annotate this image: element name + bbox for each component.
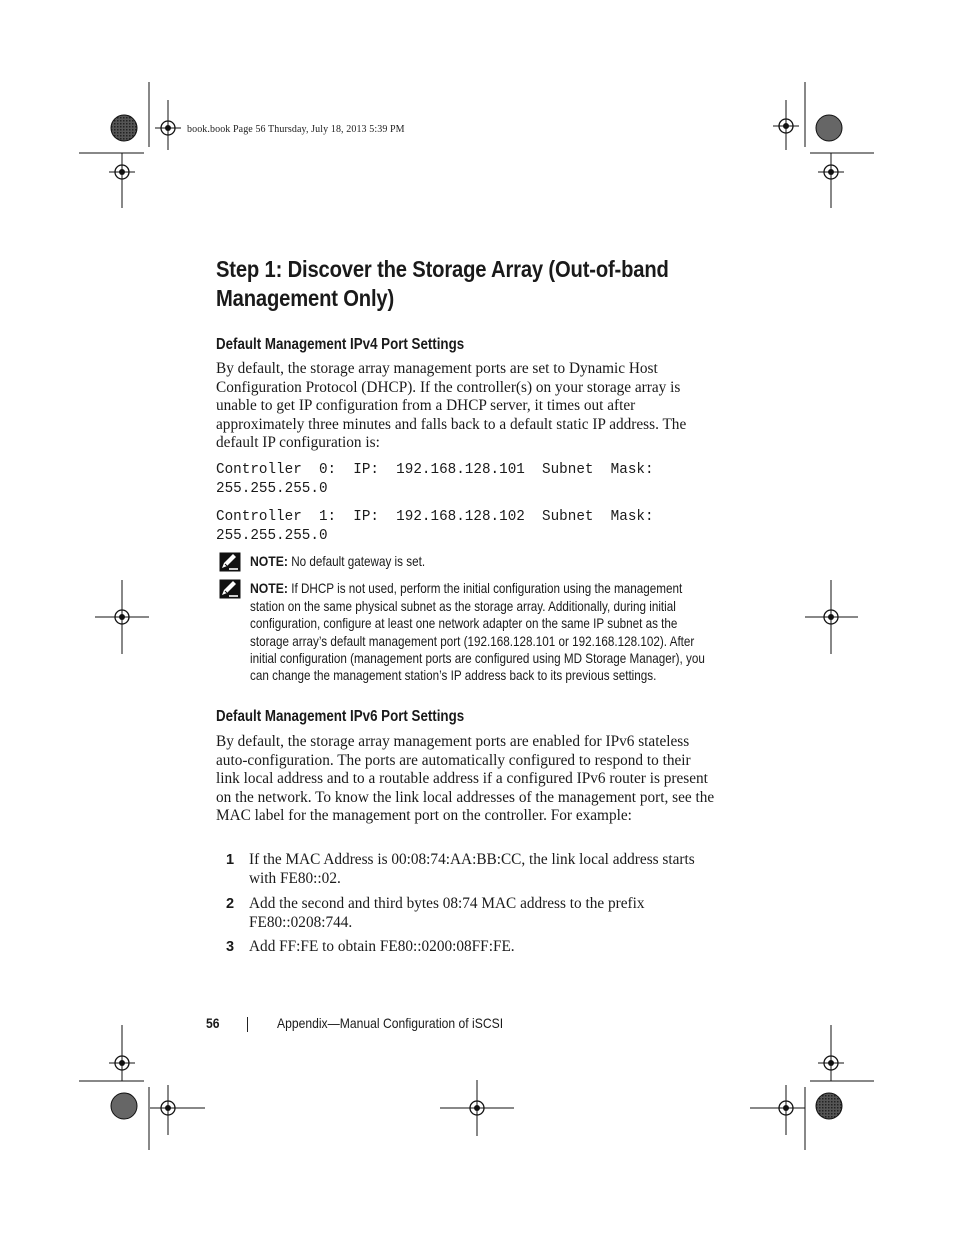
controller0-config-line2: 255.255.255.0	[216, 480, 328, 497]
page-number: 56	[206, 1016, 220, 1031]
controller1-config	[216, 508, 716, 545]
note-label: NOTE:	[250, 554, 288, 570]
starburst-mark-top-right	[816, 115, 842, 141]
controller1-config-line2: 255.255.255.0	[216, 527, 328, 544]
step-text: Add the second and third bytes 08:74 MAC address to the prefix FE80::0208:744.	[249, 895, 645, 931]
step-text: If the MAC Address is 00:08:74:AA:BB:CC, the link local address starts with FE80::02.	[249, 851, 695, 887]
controller0-config	[216, 461, 716, 498]
step-number: 1	[226, 852, 235, 868]
starburst-mark-bottom-left	[111, 1093, 137, 1119]
note-no-gateway	[250, 553, 719, 571]
page-title-line2: Management Only)	[216, 285, 395, 311]
note-pencil-icon	[219, 552, 241, 572]
note-pencil-icon	[219, 579, 241, 599]
ipv4-section-title: Default Management IPv4 Port Settings	[216, 336, 465, 353]
footer-chapter-title: Appendix—Manual Configuration of iSCSI	[277, 1016, 504, 1031]
note-label: NOTE:	[250, 581, 288, 597]
starburst-mark-top-left	[111, 115, 137, 141]
step-number: 3	[226, 939, 235, 955]
page-title	[216, 255, 698, 313]
step-text: Add FF:FE to obtain FE80::0200:08FF:FE.	[249, 938, 515, 955]
page-title-line1: Step 1: Discover the Storage Array (Out-of-band	[216, 256, 669, 282]
starburst-mark-bottom-right	[816, 1093, 842, 1119]
note-body: No default gateway is set.	[291, 554, 426, 569]
note-dhcp-not-used	[250, 580, 719, 684]
controller1-config-line1: Controller 1: IP: 192.168.128.102 Subnet Mask:	[216, 509, 654, 525]
ipv6-section-title: Default Management IPv6 Port Settings	[216, 708, 465, 725]
step-number: 2	[226, 896, 235, 912]
print-slug: book.book Page 56 Thursday, July 18, 2013 5:39 PM	[187, 124, 405, 135]
footer-divider	[247, 1017, 248, 1032]
note-body: If DHCP is not used, perform the initial configuration using the management station on the same physical subnet as the storage array. Additionally, during initial configuration, configure at least one network adapter on the same IP subnet as the storage array’s default management port (192.168.128.101 or 192.168.128.102). After initial configuration (management ports are configured using MD Storage Manager), you can change the management station’s IP address back to its previous settings.	[250, 581, 705, 684]
ipv4-intro-paragraph: By default, the storage array management ports are set to Dynamic Host Configuration Protocol (DHCP). If the controller(s) on your storage array is unable to get IP configuration from a DHCP server, it times out after approximately three minutes and falls back to a default static IP address. The default IP configuration is:	[216, 360, 687, 452]
ipv6-intro-paragraph: By default, the storage array management ports are enabled for IPv6 stateless auto-configuration. The ports are automatically configured to respond to their link local address and to a routable address if a configured IPv6 router is present on the network. To know the link local addresses of the management port, see the MAC label for the management port on the controller. For example:	[216, 733, 715, 825]
controller0-config-line1: Controller 0: IP: 192.168.128.101 Subnet Mask:	[216, 462, 654, 478]
